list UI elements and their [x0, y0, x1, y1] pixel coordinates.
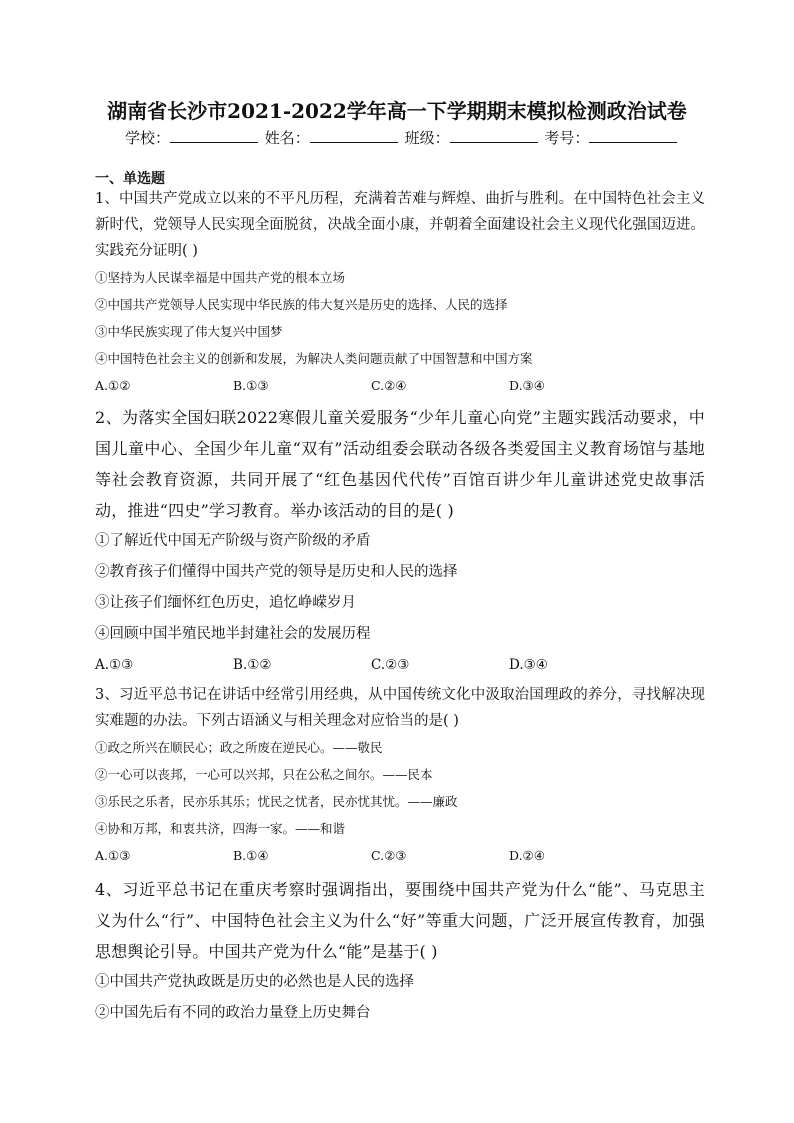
class-label: 班级：: [404, 129, 450, 147]
question-stem: 3、习近平总书记在讲话中经常引用经典，从中国传统文化中汲取治国理政的养分，寻找解决现实难题的办法。下列古语涵义与相关理念对应恰当的是( ): [95, 687, 705, 729]
answer-choices: [95, 650, 705, 681]
choice-c[interactable]: C.②④: [371, 378, 407, 393]
question-option: ②教育孩子们懂得中国共产党的领导是历史和人民的选择: [95, 564, 458, 580]
choice-b[interactable]: B.①④: [233, 848, 269, 863]
choice-b[interactable]: B.①②: [233, 657, 272, 673]
question-option: ③乐民之乐者，民亦乐其乐；忧民之忧者，民亦忧其忧。——廉政: [95, 794, 458, 809]
exam-title: 湖南省长沙市2021-2022学年高一下学期期末模拟检测政治试卷: [107, 99, 687, 123]
question-option: ④协和万邦，和衷共济，四海一家。——和谐: [95, 821, 346, 836]
question-option: ①政之所兴在顺民心；政之所废在逆民心。——敬民: [95, 740, 383, 755]
question-stem: 2、为落实全国妇联2022寒假儿童关爱服务“少年儿童心向党”主题实践活动要求，中国儿童中心、全国少年儿童“双有”活动组委会联动各级各类爱国主义教育场馆与基地等社会教育资源，共同开展了“红色基因代代传”百馆百讲少年儿童讲述党史故事活动，推进“四史”学习教育。举办该活动的目的是( ): [95, 408, 705, 520]
question-option: ④回顾中国半殖民地半封建社会的发展历程: [95, 626, 371, 642]
answer-choices: [95, 842, 705, 869]
student-info-line: [125, 127, 679, 148]
choice-d[interactable]: D.③④: [509, 378, 545, 393]
choice-d[interactable]: D.②④: [509, 848, 545, 863]
school-blank[interactable]: [170, 129, 258, 143]
question-option: ②中国共产党领导人民实现中华民族的伟大复兴是历史的选择、人民的选择: [95, 297, 508, 312]
question-option: ③中华民族实现了伟大复兴中国梦: [95, 324, 283, 339]
question-option: ②中国先后有不同的政治力量登上历史舞台: [95, 1005, 371, 1021]
question-option: ③让孩子们缅怀红色历史，追忆峥嵘岁月: [95, 595, 356, 611]
choice-c[interactable]: C.②③: [371, 657, 410, 673]
choice-b[interactable]: B.①③: [233, 378, 269, 393]
choice-d[interactable]: D.③④: [509, 657, 548, 673]
question-2: [95, 402, 705, 681]
question-option: ①中国共产党执政既是历史的必然也是人民的选择: [95, 974, 414, 990]
exam-number-blank[interactable]: [589, 129, 677, 143]
question-stem: 4、习近平总书记在重庆考察时强调指出，要围绕中国共产党为什么“能”、马克思主义为什么“行”、中国特色社会主义为什么“好”等重大问题，广泛开展宣传教育，加强思想舆论引导。中国共产党为什么“能”是基于( ): [95, 880, 705, 961]
choice-a[interactable]: A.①③: [95, 848, 131, 863]
answer-choices: [95, 372, 705, 399]
question-3: [95, 682, 705, 869]
choice-a[interactable]: A.①③: [95, 657, 134, 673]
choice-a[interactable]: A.①②: [95, 378, 131, 393]
name-blank[interactable]: [310, 129, 398, 143]
question-4: [95, 874, 705, 1029]
question-option: ④中国特色社会主义的创新和发展，为解决人类问题贡献了中国智慧和中国方案: [95, 351, 533, 366]
name-label: 姓名：: [264, 129, 310, 147]
question-1: [95, 186, 705, 399]
exam-number-label: 考号：: [544, 129, 590, 147]
question-option: ①坚持为人民谋幸福是中国共产党的根本立场: [95, 270, 346, 285]
question-option: ①了解近代中国无产阶级与资产阶级的矛盾: [95, 533, 371, 549]
section-title: 一、单选题: [95, 171, 165, 187]
question-option: ②一心可以丧邦，一心可以兴邦，只在公私之间尔。——民本: [95, 767, 433, 782]
class-blank[interactable]: [450, 129, 538, 143]
question-stem: 1、中国共产党成立以来的不平凡历程，充满着苦难与辉煌、曲折与胜利。在中国特色社会主义新时代，党领导人民实现全面脱贫，决战全面小康，并朝着全面建设社会主义现代化强国迈进。实践充分证明( ): [95, 191, 705, 259]
school-label: 学校：: [125, 129, 171, 147]
choice-c[interactable]: C.②③: [371, 848, 407, 863]
